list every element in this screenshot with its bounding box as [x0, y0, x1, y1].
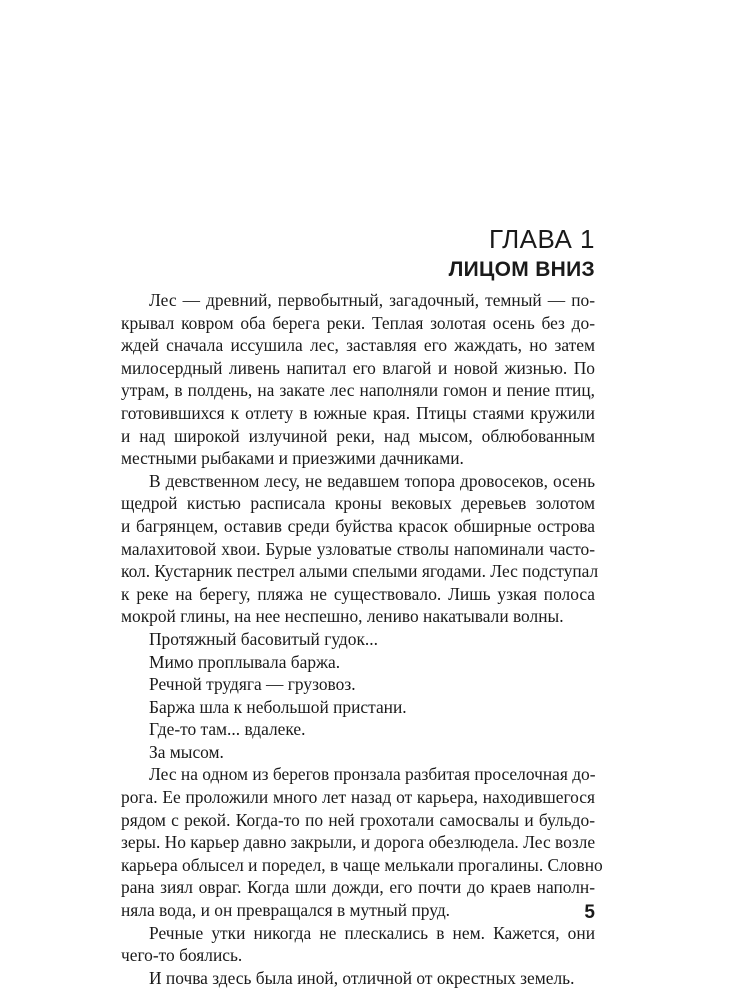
text-line: Речной трудяга — грузовоз. — [149, 674, 356, 695]
paragraph — [121, 922, 595, 967]
text-line: рога. Ее проложили много лет назад от карьера, находившегося — [121, 787, 595, 808]
text-line: За мысом. — [149, 741, 224, 762]
text-line: к реке на берегу, пляжа не существовало. Лишь узкая полоса — [121, 583, 595, 604]
paragraph — [121, 741, 595, 764]
text-line: карьера облысел и поредел, в чаще мелькали прогалины. Словно — [121, 854, 603, 875]
text-line: мокрой глины, на нее неспешно, лениво накатывали волны. — [121, 606, 564, 627]
text-line: рядом с рекой. Когда-то по ней грохотали самосвалы и бульдо- — [121, 809, 595, 830]
chapter-text — [121, 289, 603, 989]
text-line: Речные утки никогда не плескались в нем. Кажется, они — [149, 922, 595, 943]
text-line: Лес на одном из берегов пронзала разбитая проселочная до- — [149, 764, 596, 785]
text-line: чего-то боялись. — [121, 945, 243, 966]
chapter-title: ЛИЦОМ ВНИЗ — [448, 258, 595, 281]
text-line: щедрой кистью расписала кроны вековых деревьев золотом — [121, 493, 595, 514]
text-line: Протяжный басовитый гудок... — [149, 628, 378, 649]
paragraph — [121, 470, 599, 628]
paragraph — [121, 673, 595, 696]
paragraph — [121, 763, 603, 921]
text-line: крывал ковром оба берега реки. Теплая золотая осень без до- — [121, 312, 595, 333]
text-line: няла вода, и он превращался в мутный пруд. — [121, 900, 451, 921]
paragraph — [121, 289, 595, 470]
text-line: кол. Кустарник пестрел алыми спелыми ягодами. Лес подступал — [121, 561, 599, 582]
book-page — [121, 0, 603, 1000]
text-line: милосердный ливень напитал его влагой и новой жизнью. По — [121, 357, 595, 378]
paragraph — [121, 628, 595, 651]
chapter-number: ГЛАВА 1 — [488, 224, 595, 254]
text-line: и багрянцем, оставив среди буйства красок обширные острова — [121, 515, 595, 536]
text-line: Лес — древний, первобытный, загадочный, темный — по- — [149, 290, 595, 310]
text-line: Где-то там... вдалеке. — [149, 719, 306, 740]
text-line: Мимо проплывала баржа. — [149, 651, 341, 672]
page-number: 5 — [584, 902, 595, 923]
text-line: местными рыбаками и приезжими дачниками. — [121, 448, 464, 469]
text-line: ждей сначала иссушила лес, заставляя его жаждать, но затем — [121, 335, 595, 356]
paragraph — [121, 967, 595, 990]
text-line: малахитовой хвои. Бурые узловатые стволы напоминали часто- — [121, 538, 595, 559]
text-line: утрам, в полдень, на закате лес наполняли гомон и пение птиц, — [121, 380, 595, 401]
text-line: И почва здесь была иной, отличной от окрестных земель. — [149, 967, 575, 988]
paragraph — [121, 651, 595, 674]
paragraph — [121, 696, 595, 719]
text-line: готовившихся к отлету в южные края. Птицы стаями кружили — [121, 402, 595, 423]
paragraph — [121, 718, 595, 741]
text-line: В девственном лесу, не ведавшем топора дровосеков, осень — [149, 470, 595, 491]
text-line: и над широкой излучиной реки, над мысом, облюбованным — [121, 425, 595, 446]
text-line: рана зиял овраг. Когда шли дожди, его почти до краев наполн- — [121, 877, 595, 898]
text-line: Баржа шла к небольшой пристани. — [149, 696, 407, 717]
text-line: зеры. Но карьер давно закрыли, и дорога обезлюдела. Лес возле — [121, 832, 596, 853]
